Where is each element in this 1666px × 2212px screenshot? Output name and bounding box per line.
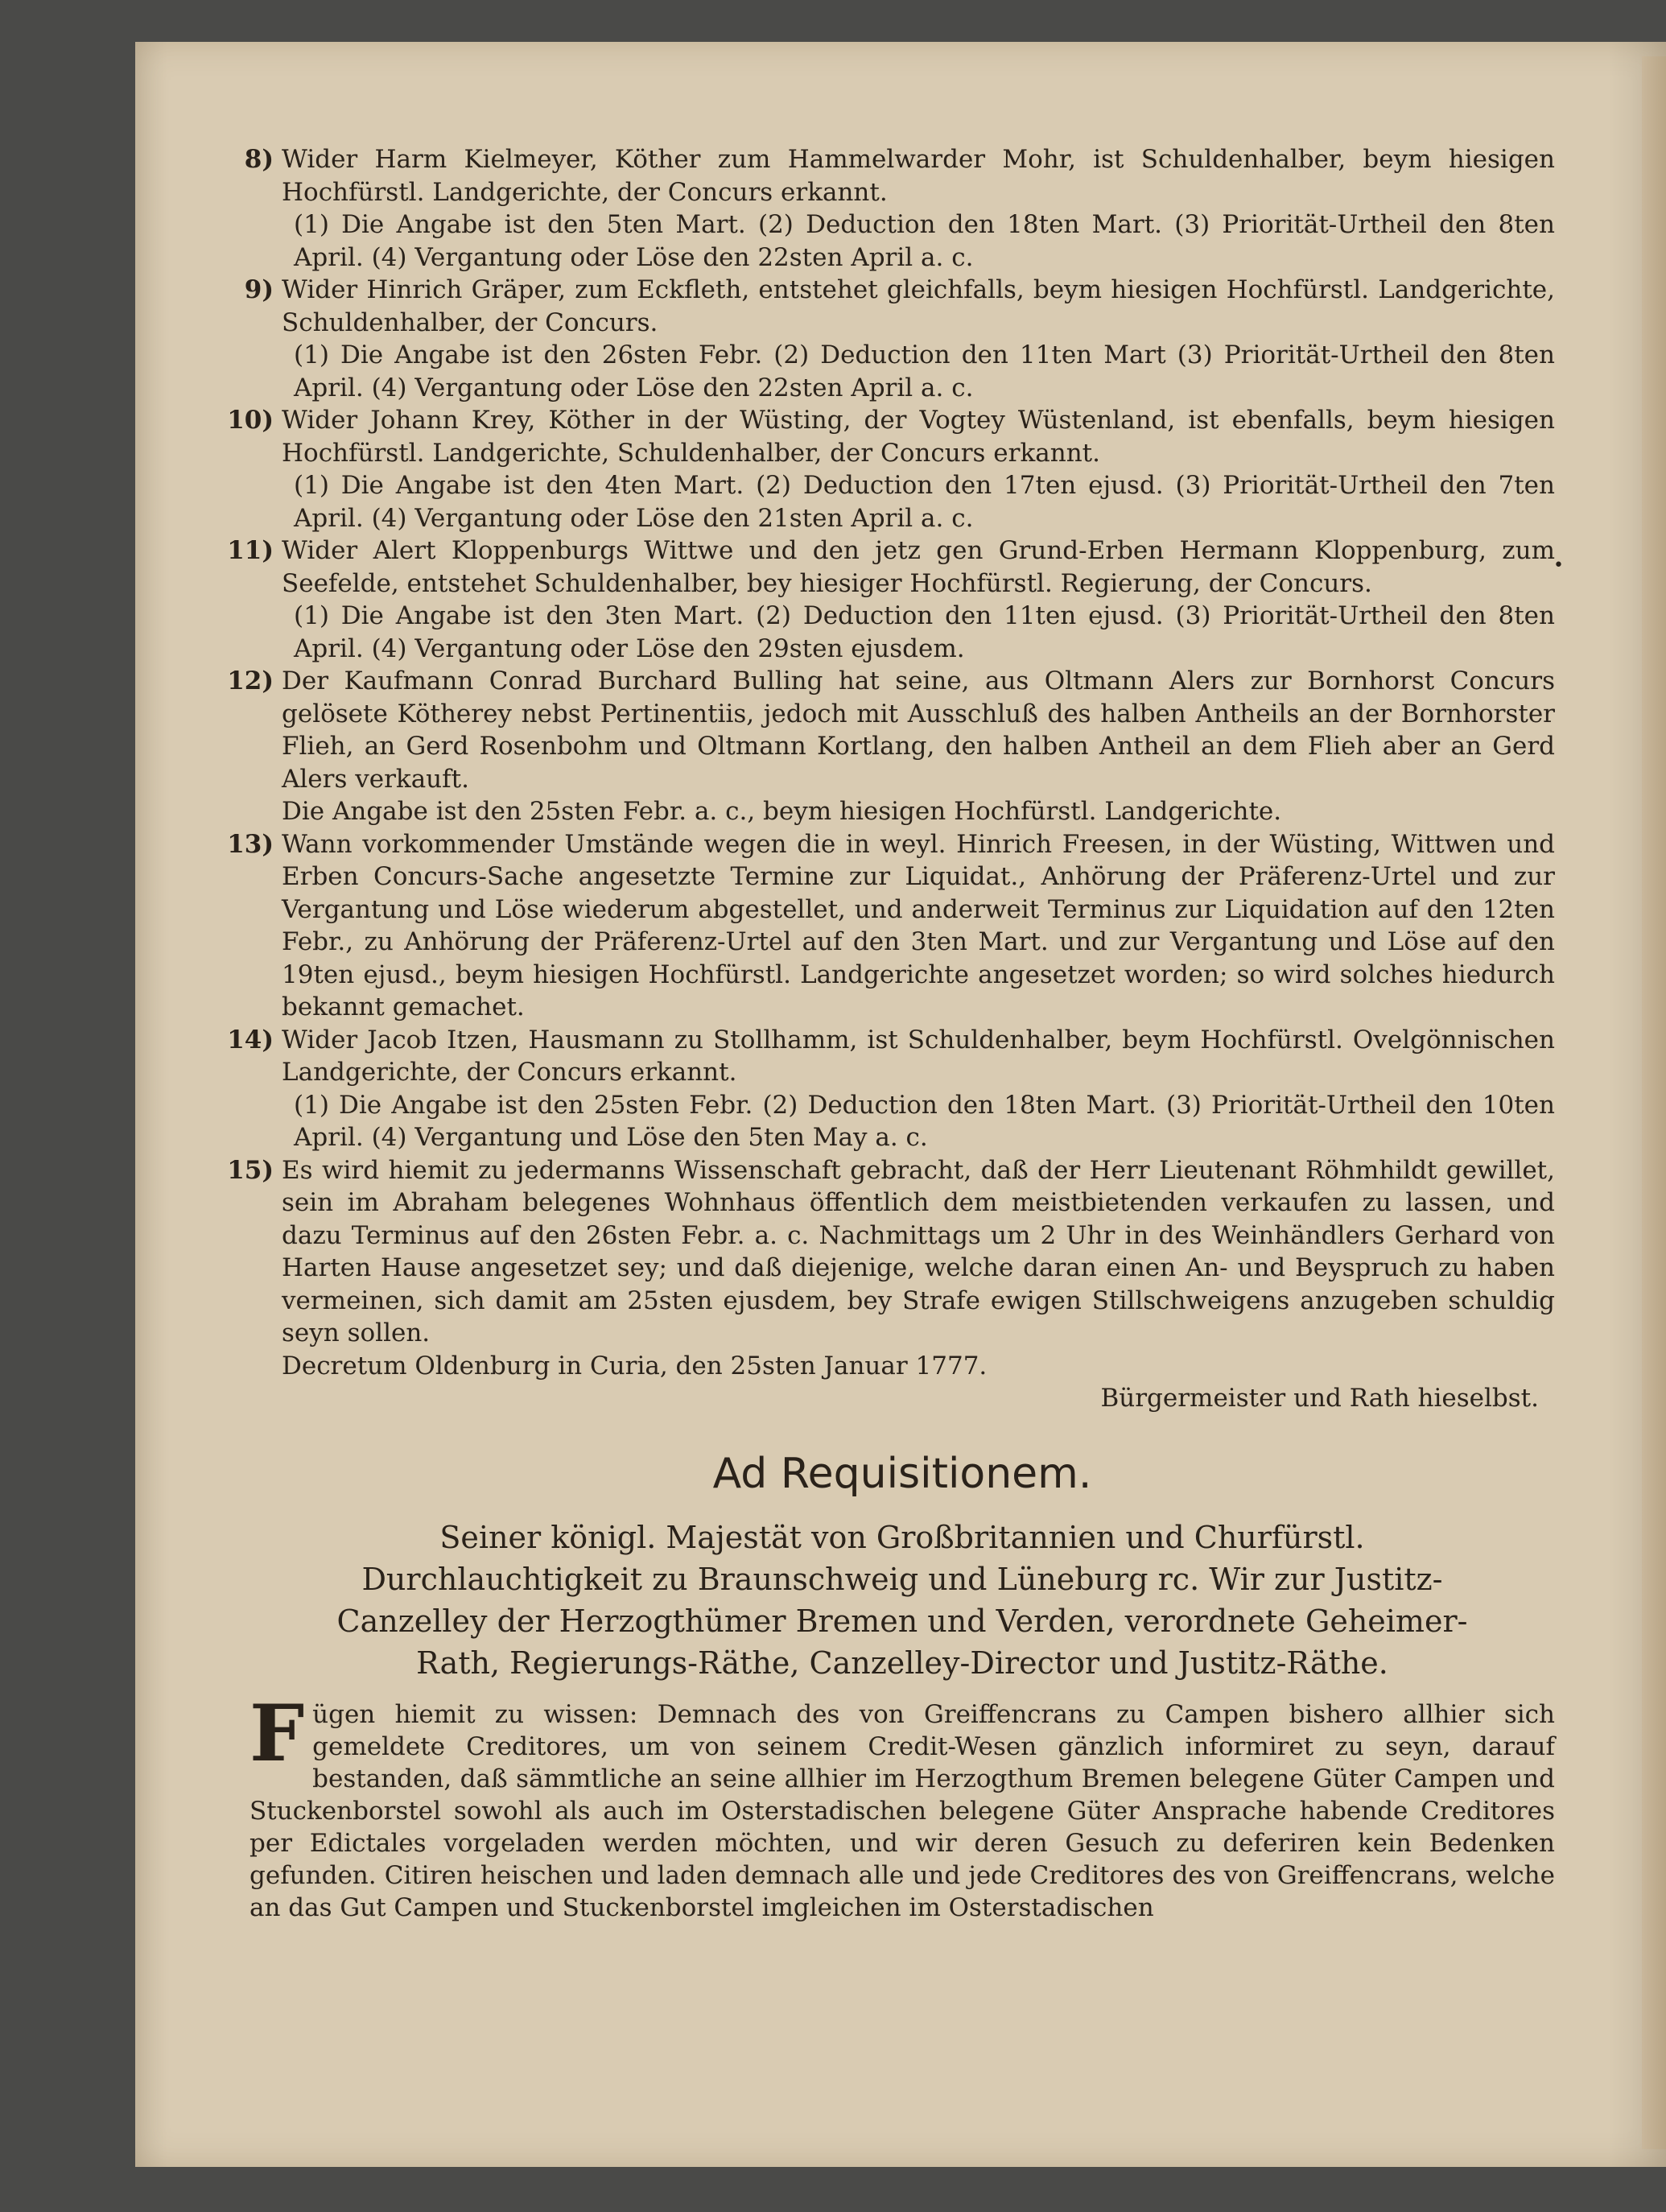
entry-schedule: (1) Die Angabe ist den 3ten Mart. (2) Deduction den 11ten ejusd. (3) Priorität-Urtheil den 8ten April. (4) Vergantung oder Löse den 29sten ejusdem. — [294, 601, 1555, 663]
list-item — [249, 600, 1555, 665]
section-subheading: Seiner königl. Majestät von Großbritannien und Churfürstl. Durchlauchtigkeit zu Braunschweig und Lüneburg rc. Wir zur Justitz-Canzelley der Herzogthümer Bremen und Verden, verordnete Geheimer-Rath, Regierungs-Räthe, Canzelley-Director und Justitz-Räthe. — [336, 1519, 1468, 1681]
entry-text: Der Kaufmann Conrad Burchard Bulling hat seine, aus Oltmann Alers zur Bornhorst Concurs gelösete Kötherey nebst Pertinentiis, jedoch mit Ausschluß des halben Antheils an der Bornhorster Flieh, an Gerd Rosenbohm und Oltmann Kortlang, den halben Antheil an dem Flieh aber an Gerd Alers verkauft. — [282, 666, 1555, 794]
entry-number: 14) — [227, 1025, 274, 1054]
body-paragraph — [249, 1687, 1555, 1924]
entry-number: 9) — [244, 275, 274, 304]
ink-spot: • — [1553, 555, 1564, 576]
entry-schedule: (1) Die Angabe ist den 5ten Mart. (2) Deduction den 18ten Mart. (3) Priorität-Urtheil den 8ten April. (4) Vergantung oder Löse den 22sten April a. c. — [294, 210, 1555, 272]
list-item — [227, 1024, 1555, 1089]
list-item — [227, 1154, 1555, 1350]
section-heading: Ad Requisitionem. — [712, 1449, 1092, 1498]
entry-number: 12) — [227, 666, 274, 695]
list-item — [249, 208, 1555, 274]
entry-text: Wider Johann Krey, Köther in der Wüsting, der Vogtey Wüstenland, ist ebenfalls, beym hiesigen Hochfürstl. Landgerichte, Schuldenhalber, der Concurs erkannt. — [282, 406, 1555, 468]
entry-text: Wider Jacob Itzen, Hausmann zu Stollhamm, ist Schuldenhalber, beym Hochfürstl. Ovelgönnischen Landgerichte, der Concurs erkannt. — [282, 1025, 1555, 1087]
entry-schedule: Die Angabe ist den 25sten Febr. a. c., beym hiesigen Hochfürstl. Landgerichte. — [282, 797, 1282, 826]
list-item — [227, 534, 1555, 600]
body-text: ügen hiemit zu wissen: Demnach des von Greiffencrans zu Campen bishero allhier sich gemeldete Creditores, um von seinem Credit-Wesen gänzlich informiret zu seyn, darauf bestanden, daß sämmtliche an seine allhier im Herzogthum Bremen belegene Güter Campen und Stuckenborstel sowohl als auch im Osterstadischen belegene Güter Ansprache habende Creditores per Edictales vorgeladen werden möchten, und wir deren Gesuch zu deferiren kein Bedenken gefunden. Citiren heischen und laden demnach alle und jede Creditores des von Greiffencrans, welche an das Gut Campen und Stuckenborstel imgleichen im Osterstadischen — [249, 1699, 1555, 1922]
list-item — [249, 469, 1555, 534]
list-item — [227, 404, 1555, 469]
entry-text: Es wird hiemit zu jedermanns Wissenschaft gebracht, daß der Herr Lieutenant Röhmhildt gewillet, sein im Abraham belegenes Wohnhaus öffentlich dem meistbietenden verkaufen zu lassen, und dazu Terminus auf den 26sten Febr. a. c. Nachmittags um 2 Uhr in des Weinhändlers Gerhard von Harten Hause angesetzet sey; und daß diejenige, welche daran einen An- und Beyspruch zu haben vermeinen, sich damit am 25sten ejusdem, bey Strafe ewigen Stillschweigens anzugeben schuldig seyn sollen. — [282, 1155, 1555, 1347]
page-edge — [1642, 56, 1666, 2149]
signature-line: Bürgermeister und Rath hieselbst. — [1100, 1384, 1539, 1413]
entry-text: Wider Alert Kloppenburgs Wittwe und den jetz gen Grund-Erben Hermann Kloppenburg, zum Seefelde, entstehet Schuldenhalber, bey hiesiger Hochfürstl. Regierung, der Concurs. — [282, 536, 1555, 598]
entry-number: 10) — [227, 406, 274, 435]
list-item — [244, 143, 1555, 208]
list-item — [249, 795, 1555, 828]
list-item — [249, 1089, 1555, 1154]
drop-cap: F — [249, 1687, 305, 1779]
entry-text: Wann vorkommender Umstände wegen die in weyl. Hinrich Freesen, in der Wüsting, Wittwen und Erben Concurs-Sache angesetzte Termine zur Liquidat., Anhörung der Präferenz-Urtel und zur Vergantung und Löse wiederum abgestellet, und anderweit Terminus zur Liquidation auf den 12ten Febr., zu Anhörung der Präferenz-Urtel auf den 3ten Mart. und zur Vergantung und Löse auf den 19ten ejusd., beym hiesigen Hochfürstl. Landgerichte angesetzet worden; so wird solches hiedurch bekannt gemachet. — [282, 829, 1555, 1021]
document-text — [227, 143, 1555, 1924]
entry-schedule: (1) Die Angabe ist den 25sten Febr. (2) Deduction den 18ten Mart. (3) Priorität-Urtheil den 10ten April. (4) Vergantung und Löse den 5ten May a. c. — [294, 1090, 1555, 1152]
list-item — [227, 665, 1555, 795]
entry-schedule: (1) Die Angabe ist den 4ten Mart. (2) Deduction den 17ten ejusd. (3) Priorität-Urtheil den 7ten April. (4) Vergantung oder Löse den 21sten April a. c. — [294, 471, 1555, 533]
entry-schedule: (1) Die Angabe ist den 26sten Febr. (2) Deduction den 11ten Mart (3) Priorität-Urtheil den 8ten April. (4) Vergantung oder Löse den 22sten April a. c. — [294, 340, 1555, 402]
list-item — [227, 828, 1555, 1024]
decree-line: Decretum Oldenburg in Curia, den 25sten Januar 1777. — [282, 1351, 988, 1380]
entry-number: 8) — [244, 145, 274, 174]
entry-number: 11) — [227, 536, 274, 565]
entry-number: 13) — [227, 829, 274, 859]
list-item — [244, 274, 1555, 339]
list-item — [249, 339, 1555, 404]
entry-number: 15) — [227, 1155, 274, 1185]
entry-text: Wider Harm Kielmeyer, Köther zum Hammelwarder Mohr, ist Schuldenhalber, beym hiesigen Hochfürstl. Landgerichte, der Concurs erkannt. — [282, 145, 1555, 207]
entry-text: Wider Hinrich Gräper, zum Eckfleth, entstehet gleichfalls, beym hiesigen Hochfürstl. Landgerichte, Schuldenhalber, der Concurs. — [282, 275, 1555, 337]
